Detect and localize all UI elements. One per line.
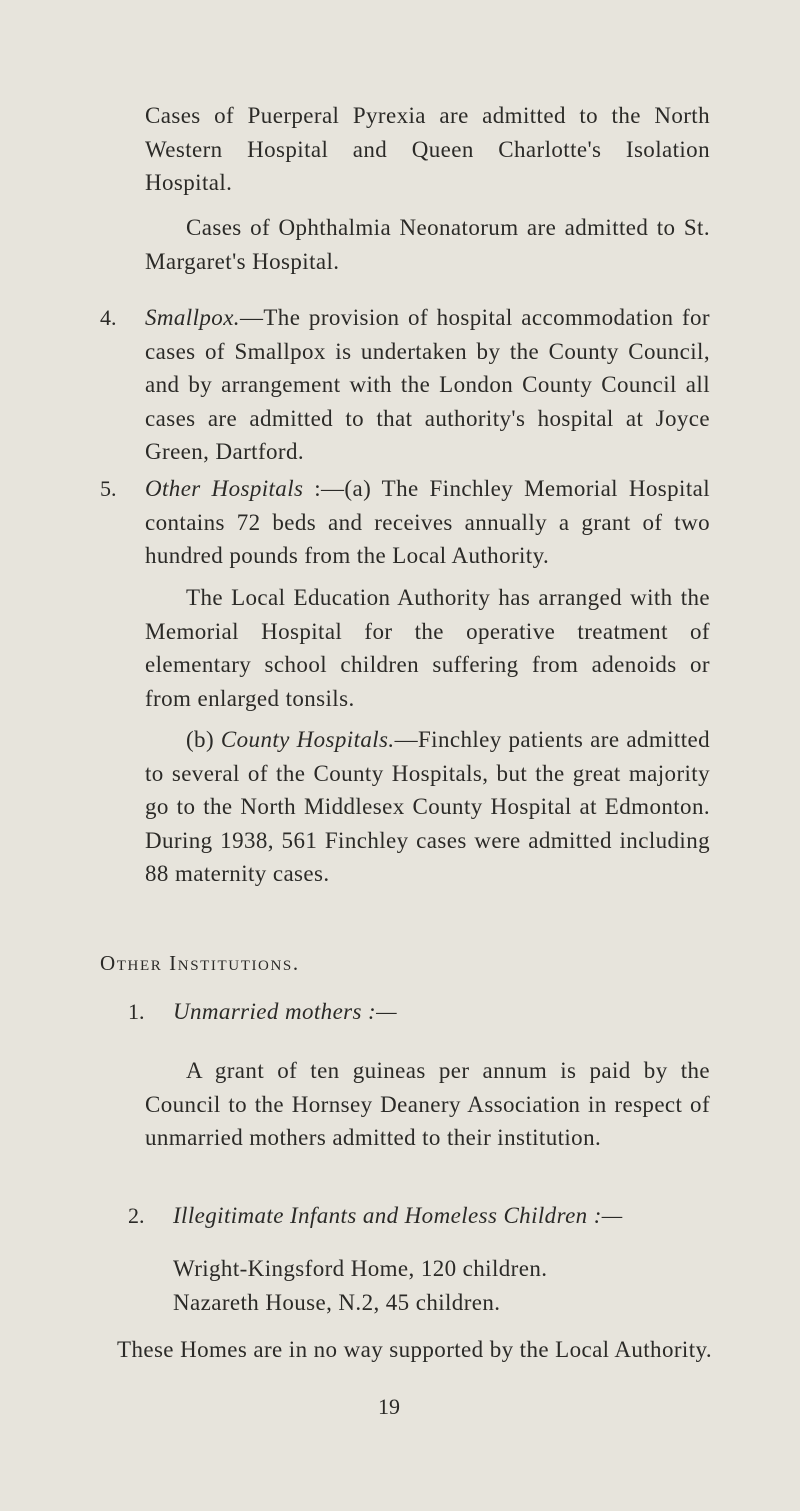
section-number-4: 4. [100, 305, 117, 330]
item-title-unmarried-mothers: Unmarried mothers :— [173, 999, 397, 1024]
item-number-2: 2. [128, 1203, 145, 1228]
section-title-smallpox: Smallpox. [145, 305, 240, 330]
county-hospitals-label: (b) [186, 727, 221, 752]
paragraph-closing: These Homes are in no way supported by the Local Authority. [117, 1337, 713, 1362]
heading-other-institutions: Other Institutions. [100, 951, 300, 975]
paragraph-puerperal: Cases of Puerperal Pyrexia are admitted to the North Western Hospital and Queen Charlotte's Isolation Hospital. [145, 103, 710, 195]
home-wright-kingsford: Wright-Kingsford Home, 120 children. [173, 1256, 548, 1281]
item-number-1: 1. [128, 999, 145, 1024]
home-nazareth-house: Nazareth House, N.2, 45 children. [173, 1290, 501, 1315]
paragraph-ophthalmia: Cases of Ophthalmia Neonatorum are admitted to St. Margaret's Hospital. [145, 215, 710, 274]
paragraph-local-education: The Local Education Authority has arranged with the Memorial Hospital for the operative treatment of elementary school children suffering from adenoids or from enlarged tonsils. [145, 585, 710, 711]
paragraph-unmarried-mothers: A grant of ten guineas per annum is paid by the Council to the Hornsey Deanery Association in respect of unmarried mothers admitted to their institution. [145, 1058, 710, 1150]
paragraph-county-hospitals [145, 723, 710, 891]
page-number: 19 [378, 1394, 400, 1419]
county-hospitals-title: County Hospitals. [220, 727, 395, 752]
section-smallpox [145, 301, 710, 469]
section-title-other-hospitals: Other Hospitals [145, 476, 304, 501]
section-number-5: 5. [100, 476, 117, 501]
section-text-finchley-memorial: :—(a) The Finchley Memorial Hospital contains 72 beds and receives annually a grant of two hundred pounds from the Local Authority. [145, 476, 711, 568]
section-other-hospitals [145, 472, 710, 573]
section-text-smallpox: —The provision of hospital accommodation for cases of Smallpox is undertaken by the County Council, and by arrangement with the London County Council all cases are admitted to that authority's hospital at Joyce Green, Dartford. [145, 305, 710, 464]
item-title-illegitimate-infants: Illegitimate Infants and Homeless Children :— [173, 1203, 623, 1228]
county-hospitals-text: —Finchley patients are admitted to several of the County Hospitals, but the great majority go to the North Middlesex County Hospital at Edmonton. During 1938, 561 Finchley cases were admitted including 88 maternity cases. [145, 727, 710, 886]
